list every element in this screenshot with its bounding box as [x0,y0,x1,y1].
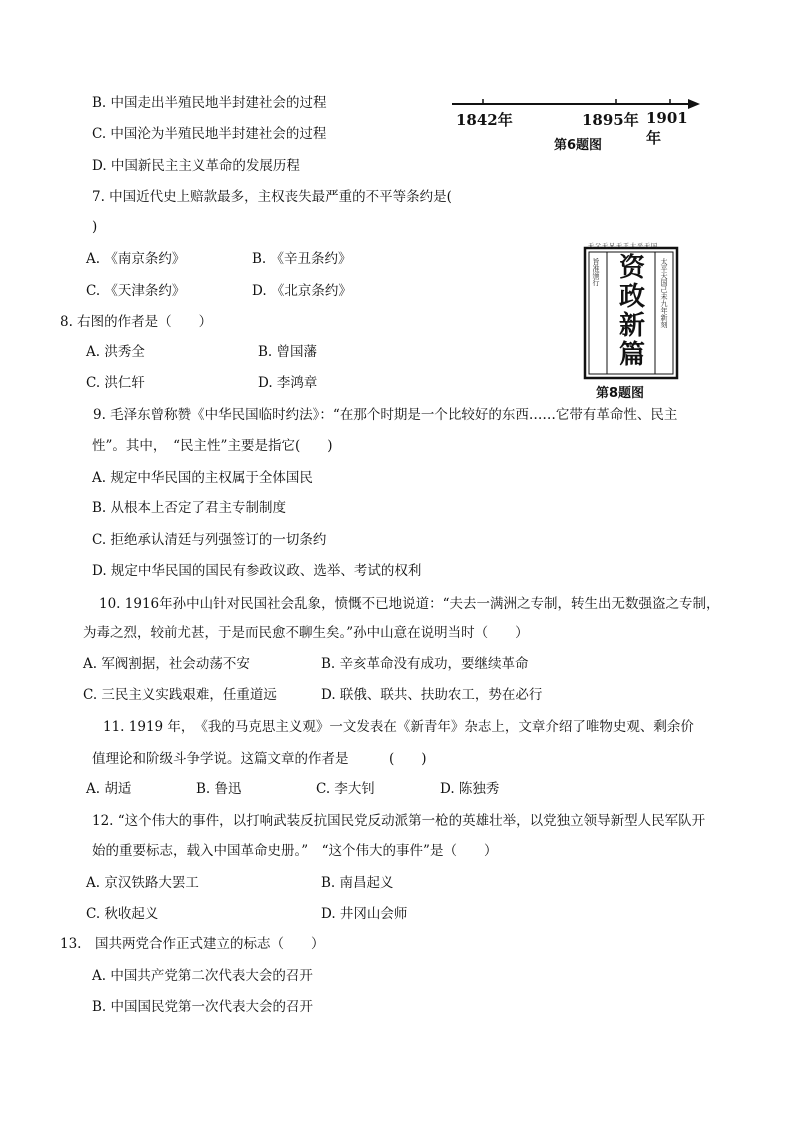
q12-option-b: B. 南昌起义 [321,875,394,891]
q6-option-b: B. 中国走出半殖民地半封建社会的过程 [92,95,327,111]
q9-stem: 9. 毛泽东曾称赞《中华民国临时约法》：“在那个时期是一个比较好的东西……它带有革命性、民主 [93,407,678,423]
book-cover-title: 资政新篇 [618,253,645,370]
q10-option-a: A. 军阀割据，社会动荡不安 [83,656,250,672]
q10-option-c: C. 三民主义实践艰难，任重道远 [83,687,277,703]
q9-option-c: C. 拒绝承认清廷与列强签订的一切条约 [92,532,327,548]
q11-stem-cont: 值理论和阶级斗争学说。这篇文章的作者是 ( ) [92,751,427,767]
timeline-label-1901: 1901年 [646,109,688,147]
q9-option-d: D. 规定中华民国的国民有参政议政、选举、考试的权利 [92,563,422,579]
q13-option-a: A. 中国共产党第二次代表大会的召开 [92,968,313,984]
q10-stem-cont: 为毒之烈，较前尤甚，于是而民愈不聊生矣。”孙中山意在说明当时（ ） [83,625,529,641]
q12-option-a: A. 京汉铁路大罢工 [86,875,199,891]
q6-option-d: D. 中国新民主主义革命的发展历程 [92,158,300,174]
q8-stem: 8. 右图的作者是（ ） [60,314,213,330]
q11-option-d: D. 陈独秀 [440,781,500,797]
q12-option-d: D. 井冈山会师 [321,906,408,922]
q12-stem: 12. “这个伟大的事件，以打响武装反抗国民党反动派第一枪的英雄壮举，以党独立领导新型人民军队开 [92,813,706,829]
figure-8-book-cover [582,240,682,405]
q13-option-b: B. 中国国民党第一次代表大会的召开 [92,999,314,1015]
q9-option-a: A. 规定中华民国的主权属于全体国民 [92,470,313,486]
timeline-label-1895: 1895年 [582,111,639,129]
q8-option-c: C. 洪仁轩 [86,375,145,391]
q7-option-a: A. 《南京条约》 [86,251,186,267]
q9-stem-cont: 性”。其中， “民主性”主要是指它( ) [92,438,333,454]
q11-option-b: B. 鲁迅 [196,781,242,797]
q7-option-d: D. 《北京条约》 [252,283,352,299]
q6-option-c: C. 中国沦为半殖民地半封建社会的过程 [92,126,327,142]
q9-option-b: B. 从根本上否定了君主专制制度 [92,500,287,516]
timeline-label-1842: 1842年 [456,111,513,129]
q7-stem-cont: ) [92,219,98,235]
q10-stem: 10. 1916年孙中山针对民国社会乱象，愤慨不已地说道：“夫去一满洲之专制，转生出无数强盗之专制， [99,596,720,612]
q10-option-b: B. 辛亥革命没有成功，要继续革命 [321,656,529,672]
q12-stem-cont: 始的重要标志，载入中国革命史册。” “这个伟大的事件”是（ ） [92,843,498,859]
book-cover-side-right: 太平天国己未九年新刻 [660,258,668,328]
q11-option-a: A. 胡适 [86,781,132,797]
q8-option-b: B. 曾国藩 [258,344,318,360]
figure-6-timeline [450,92,700,152]
book-cover-top-text: 天父天兄天王太平天国 [588,243,659,250]
q11-stem: 11. 1919 年， 《我的马克思主义观》一文发表在《新青年》杂志上，文章介绍了唯物史观、剩余价 [103,719,694,735]
q12-option-c: C. 秋收起义 [86,906,159,922]
book-cover-side-left: 旨准颁行 [592,258,600,286]
q8-option-d: D. 李鸿章 [258,375,318,391]
figure-6-caption: 第6题图 [554,138,603,153]
q7-option-b: B. 《辛丑条约》 [252,251,352,267]
q13-stem: 13. 国共两党合作正式建立的标志（ ） [60,936,325,952]
q10-option-d: D. 联俄、联共、扶助农工，势在必行 [321,687,543,703]
q11-option-c: C. 李大钊 [316,781,375,797]
q7-option-c: C. 《天津条约》 [86,283,186,299]
figure-8-caption: 第8题图 [596,386,645,401]
q7-stem: 7. 中国近代史上赔款最多，主权丧失最严重的不平等条约是( [92,189,452,205]
q8-option-a: A. 洪秀全 [86,344,145,360]
